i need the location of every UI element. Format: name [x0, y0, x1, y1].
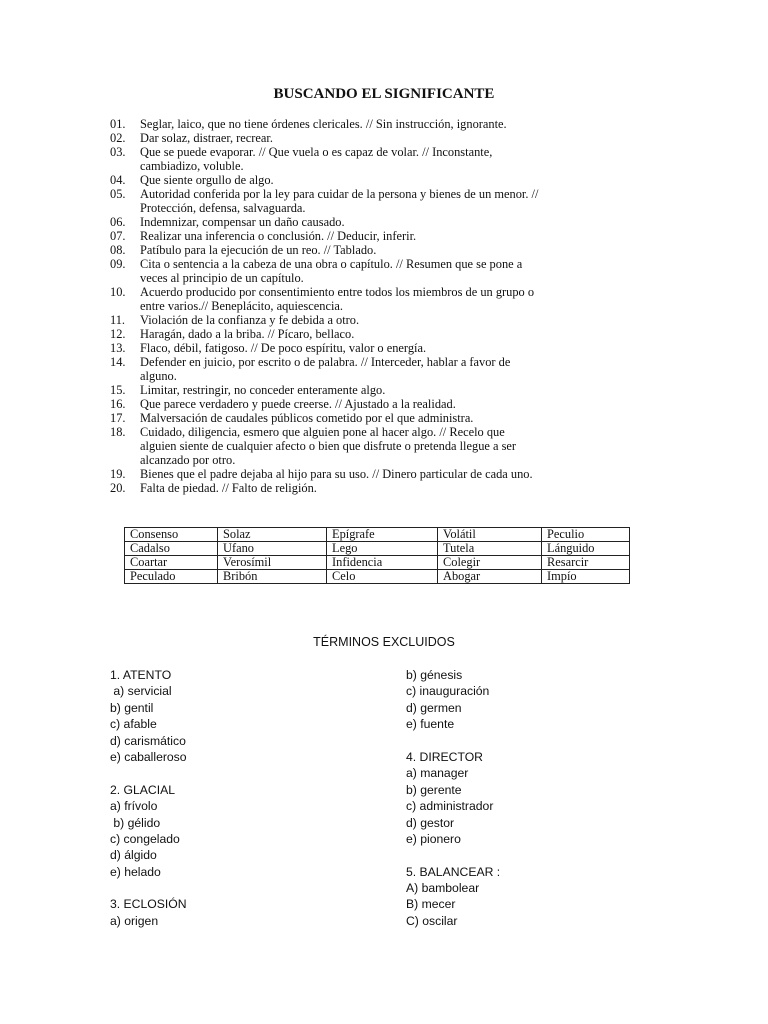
excluded-term-line: 4. DIRECTOR	[406, 749, 483, 764]
definition-number: 16.	[110, 397, 126, 411]
table-row	[125, 542, 630, 556]
table-cell: Colegir	[438, 556, 542, 570]
definition-item	[110, 425, 580, 467]
definition-text-line: Flaco, débil, fatigoso. // De poco espíritu, valor o energía.	[140, 341, 427, 355]
table-cell: Tutela	[438, 542, 542, 556]
definition-item	[110, 313, 580, 327]
excluded-term-line: d) gestor	[406, 815, 455, 830]
excluded-term-line: C) oscilar	[406, 913, 458, 928]
excluded-term-line: 3. ECLOSIÓN	[110, 897, 187, 912]
definition-text-line: Dar solaz, distraer, recrear.	[140, 131, 273, 145]
page-title: BUSCANDO EL SIGNIFICANTE	[273, 86, 495, 102]
definition-text-line: Defender en juicio, por escrito o de palabra. // Interceder, hablar a favor de	[140, 355, 511, 369]
table-cell: Solaz	[218, 528, 327, 542]
definition-number: 03.	[110, 145, 126, 159]
excluded-term-line: B) mecer	[406, 897, 456, 912]
definition-item	[110, 327, 580, 341]
definition-item	[110, 131, 580, 145]
definition-text-line: Falta de piedad. // Falto de religión.	[140, 481, 317, 495]
definition-number: 12.	[110, 327, 126, 341]
definition-number: 11.	[110, 313, 126, 327]
definition-number: 04.	[110, 173, 126, 187]
definition-text-line: entre varios.// Beneplácito, aquiescencia.	[140, 299, 343, 313]
definition-text-line: veces al principio de un capítulo.	[140, 271, 304, 285]
definition-item	[110, 257, 580, 285]
definition-number: 17.	[110, 411, 126, 425]
table-cell: Resarcir	[542, 556, 630, 570]
definition-text-line: Protección, defensa, salvaguarda.	[140, 201, 306, 215]
excluded-terms-right-column	[406, 667, 500, 929]
definition-text-line: Acuerdo producido por consentimiento entre todos los miembros de un grupo o	[140, 285, 535, 299]
definition-item	[110, 411, 580, 425]
definitions-list	[110, 117, 580, 495]
definition-number: 09.	[110, 257, 126, 271]
table-cell: Coartar	[125, 556, 218, 570]
definition-item	[110, 341, 580, 355]
definition-number: 20.	[110, 481, 126, 495]
table-row	[125, 570, 630, 584]
definition-text-line: Que se puede evaporar. // Que vuela o es capaz de volar. // Inconstante,	[140, 145, 493, 159]
definition-number: 08.	[110, 243, 126, 257]
excluded-terms-title: TÉRMINOS EXCLUIDOS	[313, 635, 455, 649]
word-table	[124, 527, 630, 584]
definition-text-line: Patíbulo para la ejecución de un reo. // Tablado.	[140, 243, 377, 257]
table-cell: Lánguido	[542, 542, 630, 556]
excluded-term-line: 1. ATENTO	[110, 668, 172, 682]
definition-number: 14.	[110, 355, 126, 369]
definition-item	[110, 187, 580, 215]
definition-item	[110, 355, 580, 383]
table-cell: Infidencia	[327, 556, 438, 570]
excluded-term-line: c) administrador	[406, 799, 494, 814]
excluded-term-line: A) bambolear	[406, 881, 480, 896]
excluded-term-line: d) germen	[406, 700, 462, 715]
definition-item	[110, 229, 580, 243]
definition-text-line: cambiadizo, voluble.	[140, 159, 244, 173]
definition-item	[110, 467, 580, 481]
definition-item	[110, 285, 580, 313]
definition-text-line: Autoridad conferida por la ley para cuidar de la persona y bienes de un menor. //	[140, 187, 539, 201]
excluded-term-line: d) álgido	[110, 848, 157, 863]
definition-text-line: Realizar una inferencia o conclusión. // Deducir, inferir.	[140, 229, 417, 243]
definition-number: 19.	[110, 467, 126, 481]
table-cell: Peculado	[125, 570, 218, 584]
definition-number: 13.	[110, 341, 126, 355]
definition-text-line: alguno.	[140, 369, 177, 383]
excluded-term-line: b) gélido	[110, 815, 161, 830]
excluded-term-line: e) helado	[110, 864, 161, 879]
excluded-term-line: e) fuente	[406, 717, 455, 732]
excluded-term-line: c) inauguración	[406, 684, 490, 699]
excluded-term-line: a) servicial	[110, 684, 172, 699]
definition-text-line: alcanzado por otro.	[140, 453, 236, 467]
definition-number: 10.	[110, 285, 126, 299]
definition-text-line: Limitar, restringir, no conceder enteramente algo.	[140, 383, 386, 397]
definition-item	[110, 145, 580, 173]
definition-item	[110, 117, 580, 131]
definition-text-line: Bienes que el padre dejaba al hijo para su uso. // Dinero particular de cada uno.	[140, 467, 533, 481]
excluded-term-line: 2. GLACIAL	[110, 782, 176, 797]
definition-number: 18.	[110, 425, 126, 439]
definition-text-line: Que siente orgullo de algo.	[140, 173, 274, 187]
definition-item	[110, 383, 580, 397]
definition-text-line: Indemnizar, compensar un daño causado.	[140, 215, 345, 229]
excluded-term-line: c) afable	[110, 717, 157, 732]
excluded-term-line: a) origen	[110, 913, 159, 928]
table-cell: Impío	[542, 570, 630, 584]
definition-text-line: Cuidado, diligencia, esmero que alguien pone al hacer algo. // Recelo que	[140, 425, 505, 439]
definition-number: 07.	[110, 229, 126, 243]
excluded-term-line: e) caballeroso	[110, 749, 187, 764]
table-cell: Peculio	[542, 528, 630, 542]
definition-item	[110, 215, 580, 229]
definition-text-line: Que parece verdadero y puede creerse. // Ajustado a la realidad.	[140, 397, 456, 411]
definition-item	[110, 243, 580, 257]
definition-text-line: Seglar, laico, que no tiene órdenes clericales. // Sin instrucción, ignorante.	[140, 117, 507, 131]
excluded-term-line: e) pionero	[406, 831, 461, 846]
excluded-term-line: b) gerente	[406, 782, 462, 797]
excluded-term-line: c) congelado	[110, 831, 180, 846]
definition-text-line: Cita o sentencia a la cabeza de una obra o capítulo. // Resumen que se pone a	[140, 257, 523, 271]
definition-text-line: alguien siente de cualquier afecto o bien que disfrute o pretenda llegue a ser	[140, 439, 517, 453]
excluded-term-line: d) carismático	[110, 733, 186, 748]
excluded-term-line	[110, 880, 187, 896]
definition-text-line: Violación de la confianza y fe debida a otro.	[140, 313, 360, 327]
definition-item	[110, 481, 580, 495]
definition-item	[110, 173, 580, 187]
table-cell: Volátil	[438, 528, 542, 542]
excluded-term-line	[406, 847, 500, 863]
table-cell: Epígrafe	[327, 528, 438, 542]
definition-number: 02.	[110, 131, 126, 145]
table-cell: Consenso	[125, 528, 218, 542]
definition-text-line: Malversación de caudales públicos cometido por el que administra.	[140, 411, 474, 425]
excluded-term-line	[110, 765, 187, 781]
excluded-term-line	[406, 733, 500, 749]
definition-number: 01.	[110, 117, 126, 131]
definition-number: 06.	[110, 215, 126, 229]
excluded-terms-left-column	[110, 667, 187, 929]
definition-item	[110, 397, 580, 411]
table-cell: Bribón	[218, 570, 327, 584]
definition-number: 15.	[110, 383, 126, 397]
table-cell: Lego	[327, 542, 438, 556]
excluded-term-line: b) gentil	[110, 700, 154, 715]
table-cell: Ufano	[218, 542, 327, 556]
table-cell: Cadalso	[125, 542, 218, 556]
excluded-term-line: b) génesis	[406, 668, 463, 682]
excluded-term-line: a) manager	[406, 766, 469, 781]
table-cell: Verosímil	[218, 556, 327, 570]
definition-number: 05.	[110, 187, 126, 201]
table-cell: Abogar	[438, 570, 542, 584]
table-row	[125, 556, 630, 570]
table-cell: Celo	[327, 570, 438, 584]
excluded-term-line: a) frívolo	[110, 799, 158, 814]
table-row	[125, 528, 630, 542]
definition-text-line: Haragán, dado a la briba. // Pícaro, bellaco.	[140, 327, 355, 341]
excluded-term-line: 5. BALANCEAR :	[406, 864, 501, 879]
